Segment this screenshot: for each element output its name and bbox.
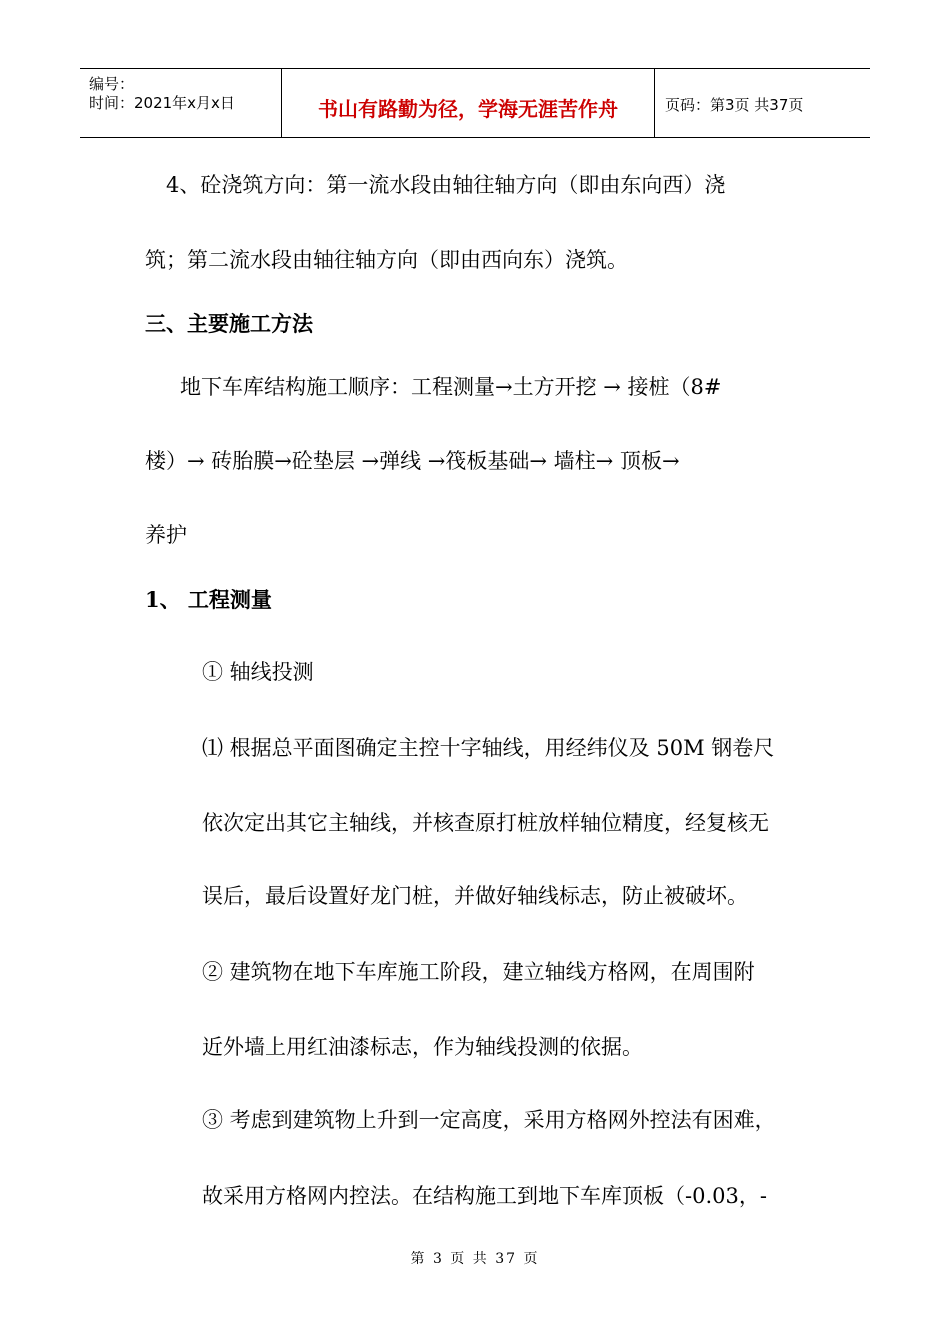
header-page-cell [655, 69, 870, 137]
paragraph-line: ⑴ 根据总平面图确定主控十字轴线，用经纬仪及 50M 钢卷尺 [202, 736, 775, 760]
section-heading: 三、主要施工方法 [145, 311, 313, 336]
document-number-label: 编号： [89, 75, 135, 93]
paragraph-line: 楼）→ 砖胎膜→砼垫层 →弹线 →筏板基础→ 墙柱→ 顶板→ [145, 449, 680, 473]
paragraph-line: 依次定出其它主轴线，并核查原打桩放样轴位精度，经复核无 [202, 811, 769, 835]
paragraph-line: ③ 考虑到建筑物上升到一定高度，采用方格网外控法有困难， [202, 1108, 776, 1132]
page-header [80, 68, 870, 138]
page-footer: 第 3 页 共 37 页 [410, 1251, 540, 1267]
header-meta-cell [80, 69, 282, 137]
subsection-heading: 1、 工程测量 [145, 587, 272, 612]
list-item: ① 轴线投测 [202, 660, 314, 684]
paragraph-line: 养护 [145, 523, 187, 547]
paragraph-line: 地下车库结构施工顺序：工程测量→土方开挖 → 接桩（8# [180, 375, 722, 399]
header-motto: 书山有路勤为径，学海无涯苦作舟 [318, 97, 618, 121]
paragraph-line: 筑；第二流水段由轴往轴方向（即由西向东）浇筑。 [145, 248, 628, 272]
paragraph-line: 4、砼浇筑方向：第一流水段由轴往轴方向（即由东向西）浇 [166, 173, 726, 197]
paragraph-line: 故采用方格网内控法。在结构施工到地下车库顶板（-0.03，- [202, 1184, 767, 1208]
paragraph-line: 误后，最后设置好龙门桩，并做好轴线标志，防止被破坏。 [202, 884, 748, 908]
header-motto-cell [282, 69, 655, 137]
paragraph-line: 近外墙上用红油漆标志，作为轴线投测的依据。 [202, 1035, 643, 1059]
document-time-label: 时间：2021年x月x日 [89, 94, 235, 112]
header-page-info: 页码：第3页 共37页 [665, 96, 804, 114]
paragraph-line: ② 建筑物在地下车库施工阶段，建立轴线方格网，在周围附 [202, 960, 755, 984]
